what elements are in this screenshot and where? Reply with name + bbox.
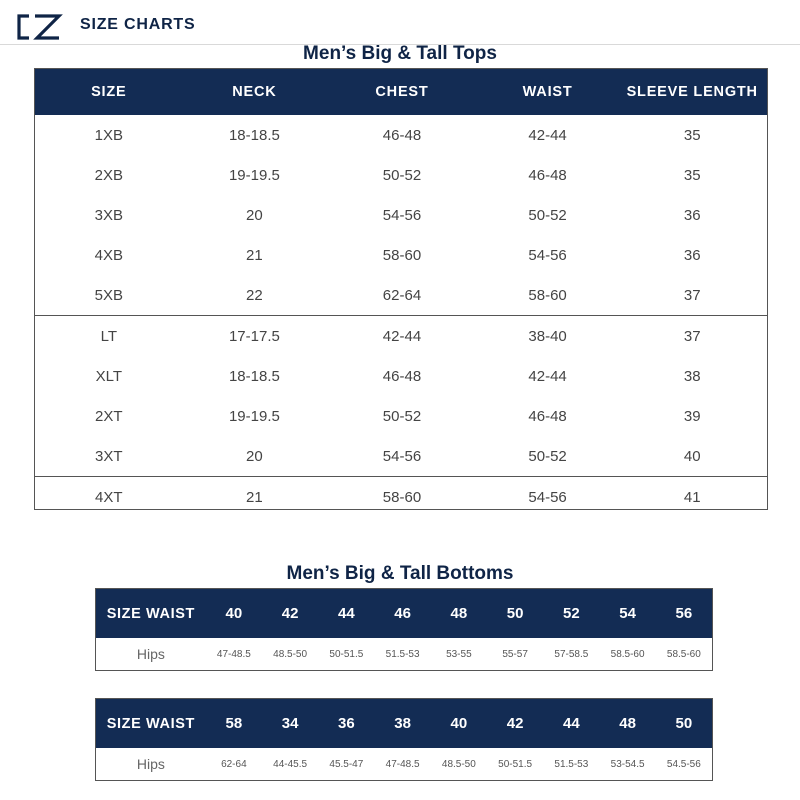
waist-size-cell: 50 xyxy=(506,605,524,622)
cell-sleeve-length: 36 xyxy=(683,246,701,264)
table-row xyxy=(35,356,767,396)
cell-neck: 18-18.5 xyxy=(228,367,280,385)
hips-label: Hips xyxy=(136,646,165,662)
cell-sleeve-length: 35 xyxy=(683,166,701,184)
size-group xyxy=(35,315,767,476)
cell-chest: 46-48 xyxy=(382,126,422,144)
table-row xyxy=(35,195,767,235)
cell-size: 1XB xyxy=(94,126,123,144)
waist-size-cell: 36 xyxy=(338,715,355,732)
waist-size-cell: 48 xyxy=(450,605,468,622)
cell-neck: 19-19.5 xyxy=(228,407,280,425)
size-group xyxy=(35,115,767,315)
waist-size-cell: 40 xyxy=(450,715,468,732)
cell-size: XLT xyxy=(95,367,122,385)
bottoms-title: Men’s Big & Tall Bottoms xyxy=(286,563,514,584)
cell-waist: 54-56 xyxy=(528,488,567,506)
cell-neck: 18-18.5 xyxy=(228,126,280,144)
waist-size-cell: 42 xyxy=(281,605,299,622)
hips-value-cell: 57-58.5 xyxy=(554,648,589,660)
cell-sleeve-length: 38 xyxy=(683,367,701,385)
size-group xyxy=(35,476,767,517)
cell-sleeve-length: 37 xyxy=(683,286,701,304)
hips-value-cell: 53-54.5 xyxy=(610,758,645,770)
cell-chest: 58-60 xyxy=(382,246,422,264)
page-header xyxy=(0,0,800,45)
hips-value-cell: 50-51.5 xyxy=(498,758,533,770)
cell-neck: 19-19.5 xyxy=(228,166,280,184)
cell-waist: 42-44 xyxy=(528,367,567,385)
hips-value-cell: 45.5-47 xyxy=(329,758,364,770)
cell-size: 4XT xyxy=(95,488,123,506)
cell-sleeve-length: 41 xyxy=(683,488,701,506)
cell-waist: 42-44 xyxy=(528,126,567,144)
table-row xyxy=(35,396,767,436)
cell-neck: 20 xyxy=(246,206,263,224)
hips-value-cell: 48.5-50 xyxy=(273,648,308,660)
waist-size-cell: 52 xyxy=(563,605,580,622)
col-header-size: SIZE xyxy=(91,84,127,100)
tops-body xyxy=(35,115,767,517)
bottoms-header-row xyxy=(96,699,712,748)
waist-size-cell: 46 xyxy=(394,605,411,622)
cell-size: 2XT xyxy=(95,407,123,425)
tops-size-table xyxy=(34,68,768,510)
cell-size: LT xyxy=(100,327,117,345)
size-waist-label: SIZE WAIST xyxy=(106,715,195,732)
cell-sleeve-length: 39 xyxy=(683,407,701,425)
col-header-chest: CHEST xyxy=(375,84,429,100)
cell-neck: 21 xyxy=(246,246,263,264)
table-row xyxy=(35,316,767,356)
hips-value-cell: 54.5-56 xyxy=(666,758,701,770)
header-title: SIZE CHARTS xyxy=(80,16,196,33)
table-row xyxy=(35,235,767,275)
tops-header-row xyxy=(35,69,767,115)
hips-value-cell: 58.5-60 xyxy=(610,648,645,660)
cell-waist: 58-60 xyxy=(528,286,567,304)
cell-sleeve-length: 40 xyxy=(683,447,701,465)
col-header-sleeve-length: SLEEVE LENGTH xyxy=(626,84,758,100)
hips-value-cell: 47-48.5 xyxy=(216,648,251,660)
cell-size: 3XB xyxy=(94,206,123,224)
cell-waist: 54-56 xyxy=(528,246,567,264)
cell-chest: 54-56 xyxy=(382,447,422,465)
cell-neck: 21 xyxy=(246,488,263,506)
cell-chest: 62-64 xyxy=(382,286,422,304)
waist-size-cell: 44 xyxy=(563,715,580,732)
hips-value-cell: 44-45.5 xyxy=(273,758,308,770)
size-waist-label: SIZE WAIST xyxy=(106,605,195,622)
table-row xyxy=(35,155,767,195)
hips-value-cell: 51.5-53 xyxy=(554,758,589,770)
cell-size: 3XT xyxy=(95,447,123,465)
table-row xyxy=(35,477,767,517)
hips-value-cell: 47-48.5 xyxy=(385,758,420,770)
table-row xyxy=(35,275,767,315)
cell-chest: 50-52 xyxy=(382,407,422,425)
hips-value-cell: 62-64 xyxy=(221,758,247,770)
cell-sleeve-length: 36 xyxy=(683,206,701,224)
cell-chest: 42-44 xyxy=(382,327,422,345)
cell-waist: 50-52 xyxy=(528,206,567,224)
waist-size-cell: 54 xyxy=(619,605,636,622)
waist-size-cell: 34 xyxy=(281,715,299,732)
cell-waist: 46-48 xyxy=(528,407,567,425)
cell-neck: 17-17.5 xyxy=(228,327,280,345)
cell-neck: 20 xyxy=(246,447,263,465)
hips-value-cell: 51.5-53 xyxy=(385,648,420,660)
hips-row xyxy=(96,638,712,670)
waist-size-cell: 42 xyxy=(506,715,524,732)
cell-size: 4XB xyxy=(94,246,123,264)
waist-size-cell: 56 xyxy=(675,605,693,622)
cutter-buck-logo-icon[interactable] xyxy=(16,14,64,40)
waist-size-cell: 50 xyxy=(675,715,693,732)
cell-neck: 22 xyxy=(246,286,263,304)
waist-size-cell: 38 xyxy=(394,715,411,732)
cell-chest: 46-48 xyxy=(382,367,422,385)
cell-chest: 54-56 xyxy=(382,206,422,224)
waist-size-cell: 40 xyxy=(225,605,243,622)
bottoms-table-1 xyxy=(95,588,713,671)
cell-sleeve-length: 37 xyxy=(683,327,701,345)
hips-value-cell: 48.5-50 xyxy=(441,758,476,770)
cell-chest: 50-52 xyxy=(382,166,422,184)
hips-row xyxy=(96,748,712,780)
table-row xyxy=(35,436,767,476)
waist-size-cell: 44 xyxy=(338,605,355,622)
cell-sleeve-length: 35 xyxy=(683,126,701,144)
bottoms-header-row xyxy=(96,589,712,638)
cell-waist: 50-52 xyxy=(528,447,567,465)
cell-size: 2XB xyxy=(94,166,123,184)
hips-label: Hips xyxy=(136,756,165,772)
waist-size-cell: 48 xyxy=(619,715,636,732)
cell-waist: 46-48 xyxy=(528,166,567,184)
hips-value-cell: 58.5-60 xyxy=(666,648,701,660)
bottoms-table-2 xyxy=(95,698,713,781)
hips-value-cell: 53-55 xyxy=(446,648,472,660)
table-row xyxy=(35,115,767,155)
cell-chest: 58-60 xyxy=(382,488,422,506)
hips-value-cell: 55-57 xyxy=(502,648,528,660)
cell-waist: 38-40 xyxy=(528,327,567,345)
tops-title: Men’s Big & Tall Tops xyxy=(303,43,497,64)
col-header-neck: NECK xyxy=(232,84,277,100)
col-header-waist: WAIST xyxy=(522,84,573,100)
hips-value-cell: 50-51.5 xyxy=(329,648,364,660)
cell-size: 5XB xyxy=(94,286,123,304)
waist-size-cell: 58 xyxy=(225,715,243,732)
